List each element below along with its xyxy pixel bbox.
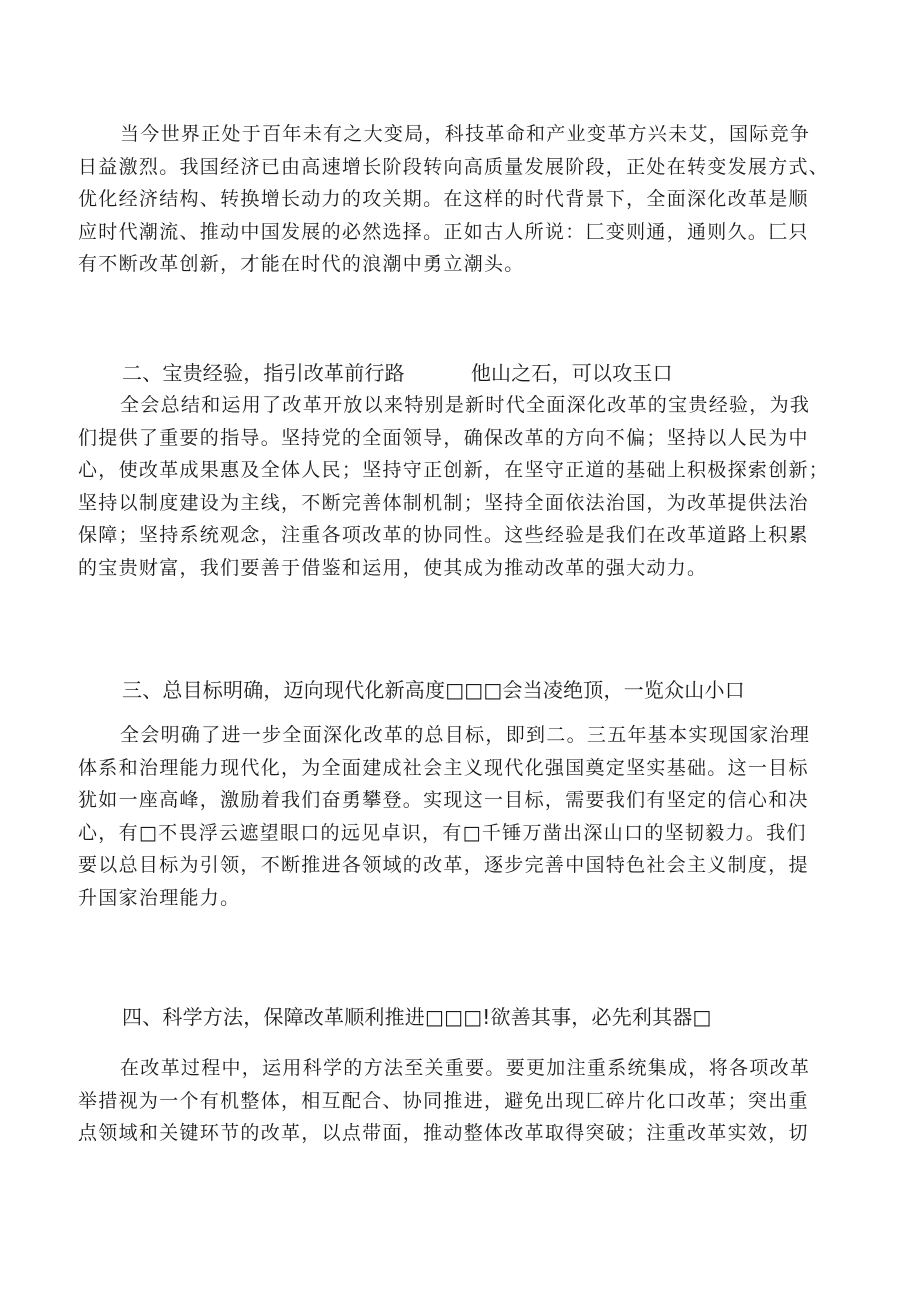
text-line: 坚持以制度建设为主线，不断完善体制机制；坚持全面依法治国，为改革提供法治 xyxy=(78,491,809,514)
text-line: 保障；坚持系统观念，注重各项改革的协同性。这些经验是我们在改革道路上积累 xyxy=(78,524,809,546)
section-2-heading xyxy=(122,357,673,386)
section-2-paragraph xyxy=(78,389,858,584)
text-line: 体系和治理能力现代化，为全面建成社会主义现代化强国奠定坚实基础。这一目标 xyxy=(78,756,809,779)
section-3-paragraph xyxy=(78,719,858,914)
text-line: 举措视为一个有机整体，相互配合、协同推进，避免出现匚碎片化口改革；突出重 xyxy=(78,1089,809,1112)
text-line: 当今世界正处于百年未有之大变局，科技革命和产业变革方兴未艾，国际竞争 xyxy=(120,123,811,145)
section-2-heading-quote: 他山之石，可以攻玉口 xyxy=(470,361,673,385)
text-line: 的宝贵财富，我们要善于借鉴和运用，使其成为推动改革的强大动力。 xyxy=(78,556,708,579)
text-line: 有不断改革创新，才能在时代的浪潮中勇立潮头。 xyxy=(78,253,525,275)
intro-paragraph xyxy=(78,118,858,281)
text-line: 升国家治理能力。 xyxy=(78,886,241,909)
text-line: 要以总目标为引领，不断推进各领域的改革，逐步完善中国特色社会主义制度，提 xyxy=(78,854,809,876)
text-line: 犹如一座高峰，激励着我们奋勇攀登。实现这一目标，需要我们有坚定的信心和决 xyxy=(78,789,809,811)
text-line: 在改革过程中，运用科学的方法至关重要。要更加注重系统集成，将各项改革 xyxy=(120,1057,811,1079)
text-line: 应时代潮流、推动中国发展的必然选择。正如古人所说：匚变则通，通则久。匚只 xyxy=(78,220,809,243)
text-line: 点领域和关键环节的改革，以点带面，推动整体改革取得突破；注重改革实效，切 xyxy=(78,1122,809,1144)
text-line: 日益激烈。我国经济已由高速增长阶段转向高质量发展阶段，正处在转变发展方式、 xyxy=(78,155,830,178)
text-line: 心，有□不畏浮云遮望眼口的远见卓识，有□千锤万凿出深山口的坚韧毅力。我们 xyxy=(78,821,807,844)
text-line: 全会总结和运用了改革开放以来特别是新时代全面深化改革的宝贵经验，为我 xyxy=(120,394,811,416)
section-4-heading: 四、科学方法，保障改革顺利推进□□□!欲善其事，必先利其器□ xyxy=(122,1005,712,1029)
section-2-heading-main: 二、宝贵经验，指引改革前行路 xyxy=(122,361,405,385)
section-4-paragraph xyxy=(78,1052,858,1150)
text-line: 全会明确了进一步全面深化改革的总目标，即到二。三五年基本实现国家治理 xyxy=(120,724,811,746)
text-line: 优化经济结构、转换增长动力的攻关期。在这样的时代背景下，全面深化改革是顺 xyxy=(78,188,809,210)
text-line: 心，使改革成果惠及全体人民；坚持守正创新，在坚守正道的基础上积极探索创新； xyxy=(78,459,830,481)
text-line: 们提供了重要的指导。坚持党的全面领导，确保改革的方向不偏；坚持以人民为中 xyxy=(78,426,809,449)
section-3-heading: 三、总目标明确，迈向现代化新高度□□□会当凌绝顶，一览众山小口 xyxy=(122,678,745,702)
